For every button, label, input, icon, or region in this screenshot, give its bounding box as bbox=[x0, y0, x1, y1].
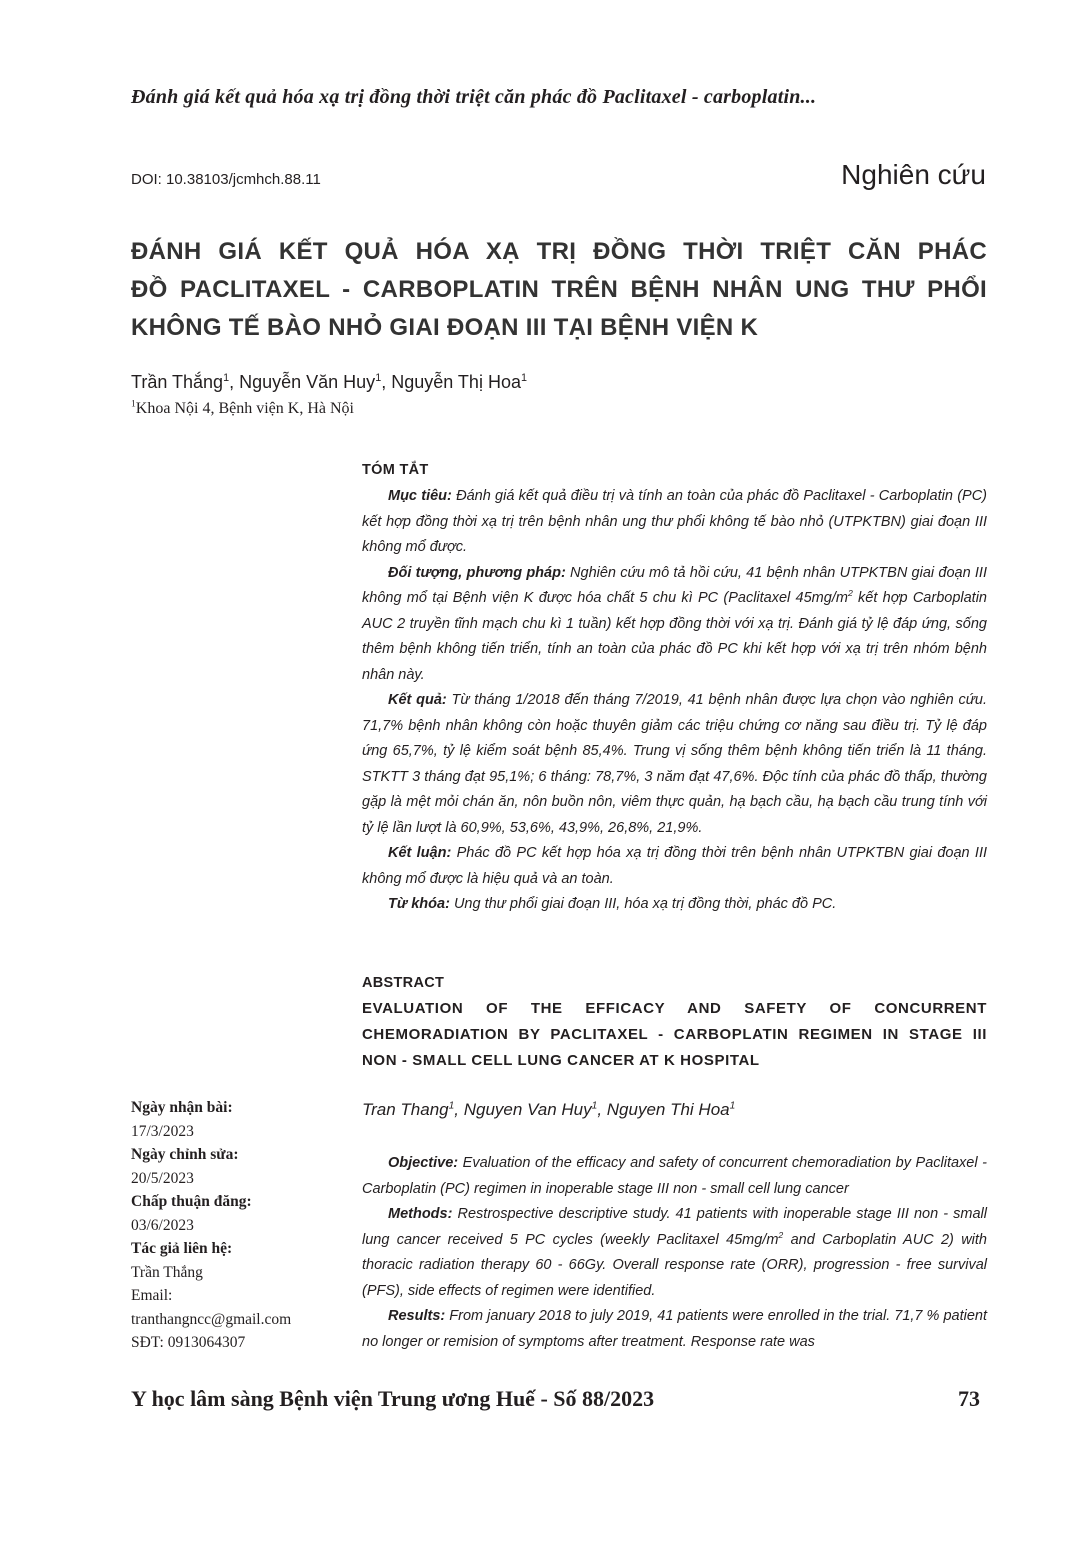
article-title bbox=[131, 233, 987, 347]
title-line: KHÔNG TẾ BÀO NHỎ GIAI ĐOẠN III TẠI BỆNH VIỆN K bbox=[131, 314, 759, 341]
author-list: Trần Thắng$^1$, Nguyễn Văn Huy$^1$, Nguyễn Thị Hoa$^1$ bbox=[131, 372, 527, 392]
author-affiliation-mark: 1 bbox=[591, 1100, 598, 1112]
abstract-body bbox=[362, 1151, 987, 1355]
author-affiliation-mark: 1 bbox=[520, 372, 527, 384]
received-label: Ngày nhận bài: bbox=[131, 1099, 233, 1116]
affiliation-mark: 1 bbox=[131, 398, 136, 410]
results-text: Từ tháng 1/2018 đến tháng 7/2019, 41 bệnh nhân được lựa chọn vào nghiên cứu. 71,7% bệnh nhân không còn hoặc thuyên giảm các triệu chứng cơ năng sau điều trị. Tỷ lệ đáp ứng 65,7%, tỷ lệ kiểm soát bệnh 85,4%. Trung vị sống thêm bệnh không tiến triển là 11 tháng. STKTT 3 tháng đạt 95,1%; 6 tháng: 78,7%, 3 năm đạt 47,6%. Độc tính của phác đồ thấp, thường gặp là mệt mỏi chán ăn, nôn buồn nôn, viêm thực quản, hạ bạch cầu, hạ bạch cầu trung tính với tỷ lệ lần lượt là 60,9%, 53,6%, 43,9%, 26,8%, 21,9%. bbox=[362, 692, 987, 836]
running-head: Đánh giá kết quả hóa xạ trị đồng thời triệt căn phác đồ Paclitaxel - carboplatin... bbox=[131, 86, 817, 108]
methods-label: Đối tượng, phương pháp: bbox=[388, 564, 566, 581]
results-label: Results: bbox=[388, 1308, 446, 1324]
section-label: Nghiên cứu bbox=[841, 159, 986, 190]
summary-heading: TÓM TẮT bbox=[362, 462, 429, 478]
conclusion-text: Phác đồ PC kết hợp hóa xạ trị đồng thời trên bệnh nhân UTPKTBN giai đoạn III không mổ được là hiệu quả và an toàn. bbox=[362, 845, 987, 887]
author-affiliation-mark: 1 bbox=[223, 372, 230, 384]
abstract-authors: Tran Thang$^1$, Nguyen Van Huy$^1$, Nguyen Thi Hoa$^1$ bbox=[362, 1100, 736, 1119]
objective-text: Đánh giá kết quả điều trị và tính an toàn của phác đồ Paclitaxel - Carboplatin (PC) kết hợp đồng thời xạ trị trên bệnh nhân ung thư phổi không tế bào nhỏ (UTPKTBN) giai đoạn III không mổ được. bbox=[362, 488, 987, 555]
article-info-sidebar bbox=[131, 1096, 346, 1355]
summary-methods bbox=[362, 561, 987, 689]
revised-date: 20/5/2023 bbox=[131, 1169, 194, 1187]
accepted-label: Chấp thuận đăng: bbox=[131, 1193, 252, 1210]
affiliation bbox=[131, 400, 354, 418]
received-date: 17/3/2023 bbox=[131, 1122, 194, 1140]
page-number: 73 bbox=[958, 1386, 980, 1411]
summary-keywords bbox=[362, 892, 987, 918]
author-affiliation-mark: 1 bbox=[448, 1100, 455, 1112]
superscript: 2 bbox=[778, 1229, 784, 1240]
summary-objective bbox=[362, 484, 987, 561]
abstract-objective bbox=[362, 1151, 987, 1202]
accepted-date: 03/6/2023 bbox=[131, 1216, 194, 1234]
objective-label: Mục tiêu: bbox=[388, 488, 452, 504]
results-label: Kết quả: bbox=[388, 692, 447, 708]
abstract-title-line: EVALUATION OF THE EFFICACY AND SAFETY OF CONCURRENT bbox=[362, 1000, 987, 1017]
summary-body bbox=[362, 484, 987, 918]
affiliation-text: Khoa Nội 4, Bệnh viện K, Hà Nội bbox=[135, 400, 354, 417]
methods-text-cont: kết hợp Carboplatin AUC 2 truyền tĩnh mạch chu kì 1 tuần) kết hợp đồng thời với xạ trị. Đánh giá tỷ lệ đáp ứng, sống thêm bệnh không tiến triển, tính an toàn của phác đồ PC khi kết hợp với xạ trị trên nhóm bệnh nhân này. bbox=[362, 590, 987, 683]
abstract-heading: ABSTRACT bbox=[362, 975, 445, 991]
footer-journal: Y học lâm sàng Bệnh viện Trung ương Huế - Số 88/2023 bbox=[131, 1386, 655, 1411]
author-name: Nguyễn Thị Hoa bbox=[391, 372, 521, 392]
results-text: From january 2018 to july 2019, 41 patients were enrolled in the trial. 71,7 % patient no longer or remision of symptoms after treatment. Response rate was bbox=[362, 1308, 987, 1350]
corresponding-label: Tác giả liên hệ: bbox=[131, 1240, 233, 1257]
keywords-label: Từ khóa: bbox=[388, 896, 450, 912]
superscript: 2 bbox=[847, 588, 853, 599]
author-affiliation-mark: 1 bbox=[375, 372, 382, 384]
methods-text: Nghiên cứu mô tả hồi cứu, 41 bệnh nhân UTPKTBN giai đoạn III không mổ tại Bệnh viện K được hóa chất 5 chu kì PC (Paclitaxel 45mg/m bbox=[362, 564, 987, 606]
methods-text-cont: and Carboplatin AUC 2) with thoracic radiation therapy 60 - 66Gy. Overall response rate (ORR), progression - free survival (PFS), side effects of regimen were identified. bbox=[362, 1231, 987, 1299]
objective-text: Evaluation of the efficacy and safety of concurrent chemoradiation by Paclitaxel - Carboplatin (PC) regimen in inoperable stage III non - small cell lung cancer bbox=[362, 1155, 987, 1197]
abstract-results bbox=[362, 1304, 987, 1355]
phone-number: SĐT: 0913064307 bbox=[131, 1334, 246, 1351]
methods-label: Methods: bbox=[388, 1206, 453, 1222]
author-name: Nguyen Thi Hoa bbox=[606, 1100, 730, 1119]
author-name: Tran Thang bbox=[362, 1100, 449, 1119]
doi: DOI: 10.38103/jcmhch.88.11 bbox=[131, 171, 321, 188]
abstract-title-line: NON - SMALL CELL LUNG CANCER AT K HOSPITAL bbox=[362, 1052, 760, 1069]
methods-text: Restrospective descriptive study. 41 patients with inoperable stage III non - small lung cancer received 5 PC cycles (weekly Paclitaxel 45mg/m bbox=[362, 1206, 987, 1248]
revised-label: Ngày chỉnh sửa: bbox=[131, 1146, 239, 1163]
email-address[interactable]: tranthangncc@gmail.com bbox=[131, 1310, 292, 1328]
summary-conclusion bbox=[362, 841, 987, 892]
email-label: Email: bbox=[131, 1287, 173, 1304]
summary-results bbox=[362, 688, 987, 841]
abstract-title bbox=[362, 996, 987, 1074]
author-affiliation-mark: 1 bbox=[729, 1100, 736, 1112]
corresponding-name: Trần Thắng bbox=[131, 1263, 203, 1281]
objective-label: Objective: bbox=[388, 1155, 459, 1171]
title-line: ĐÁNH GIÁ KẾT QUẢ HÓA XẠ TRỊ ĐỒNG THỜI TRIỆT CĂN PHÁC bbox=[131, 238, 987, 265]
title-line: ĐỒ PACLITAXEL - CARBOPLATIN TRÊN BỆNH NHÂN UNG THƯ PHỔI bbox=[131, 276, 987, 303]
abstract-title-line: CHEMORADIATION BY PACLITAXEL - CARBOPLATIN REGIMEN IN STAGE III bbox=[362, 1026, 987, 1043]
author-name: Nguyen Van Huy bbox=[463, 1100, 592, 1119]
keywords-text: Ung thư phổi giai đoạn III, hóa xạ trị đồng thời, phác đồ PC. bbox=[449, 896, 837, 912]
conclusion-label: Kết luận: bbox=[388, 845, 452, 861]
author-name: Nguyễn Văn Huy bbox=[239, 372, 376, 392]
author-name: Trần Thắng bbox=[131, 372, 224, 392]
abstract-methods bbox=[362, 1202, 987, 1304]
